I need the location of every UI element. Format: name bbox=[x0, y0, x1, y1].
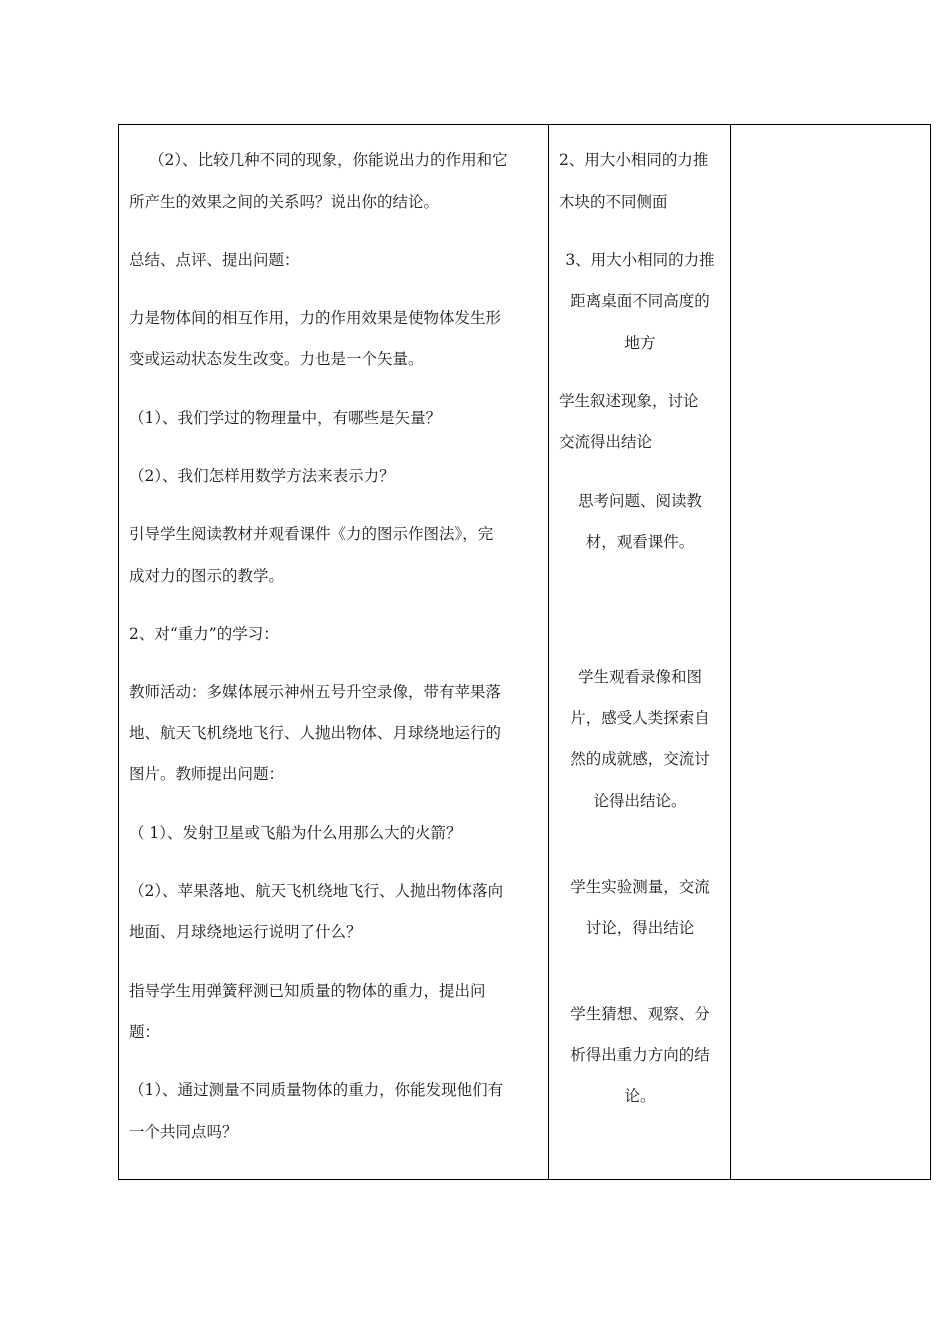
student-line: 学生实验测量，交流 bbox=[570, 878, 710, 896]
teacher-line: 地面、月球绕地运行说明了什么？ bbox=[129, 923, 362, 941]
lesson-table bbox=[118, 124, 931, 1180]
student-line: 材，观看课件。 bbox=[585, 533, 695, 551]
teacher-line: （2）、我们怎样用数学方法来表示力？ bbox=[129, 467, 395, 485]
teacher-line: 题： bbox=[129, 1023, 161, 1041]
student-line: 2、用大小相同的力推 bbox=[559, 151, 709, 169]
student-line: 学生叙述现象，讨论 bbox=[559, 392, 699, 410]
student-line: 然的成就感，交流讨 bbox=[570, 750, 710, 768]
student-line: 思考问题、阅读教 bbox=[577, 492, 702, 510]
teacher-line: （1）、我们学过的物理量中，有哪些是矢量？ bbox=[129, 409, 442, 427]
teacher-line: 地、航天飞机绕地飞行、人抛出物体、月球绕地运行的 bbox=[129, 724, 502, 742]
student-line: 地方 bbox=[624, 334, 656, 352]
student-line: 论得出结论。 bbox=[593, 792, 687, 810]
teacher-line: 图片。教师提出问题： bbox=[129, 765, 285, 783]
student-line: 3、用大小相同的力推 bbox=[565, 251, 715, 269]
teacher-line: 引导学生阅读教材并观看课件《力的图示作图法》，完 bbox=[129, 525, 494, 543]
teacher-line: （2）、苹果落地、航天飞机绕地飞行、人抛出物体落向 bbox=[129, 882, 504, 900]
teacher-line: （1）、通过测量不同质量物体的重力，你能发现他们有 bbox=[129, 1081, 504, 1099]
teacher-line: 变或运动状态发生改变。力也是一个矢量。 bbox=[129, 350, 424, 368]
teacher-line: （2）、比较几种不同的现象，你能说出力的作用和它 bbox=[149, 151, 508, 169]
student-line: 论。 bbox=[624, 1087, 656, 1105]
student-line: 学生观看录像和图 bbox=[577, 668, 702, 686]
teacher-line: 教师活动：多媒体展示神州五号升空录像，带有苹果落 bbox=[129, 683, 502, 701]
student-line: 析得出重力方向的结 bbox=[570, 1046, 710, 1064]
teacher-line: 一个共同点吗？ bbox=[129, 1123, 238, 1141]
teacher-activity-column bbox=[119, 125, 549, 1179]
notes-column bbox=[731, 125, 930, 1179]
teacher-line: 2、对“重力”的学习： bbox=[129, 625, 279, 643]
student-line: 片，感受人类探索自 bbox=[570, 709, 710, 727]
teacher-line: 所产生的效果之间的关系吗？说出你的结论。 bbox=[129, 193, 440, 211]
student-activity-column bbox=[549, 125, 731, 1179]
teacher-line: 力是物体间的相互作用，力的作用效果是使物体发生形 bbox=[129, 309, 502, 327]
student-line: 距离桌面不同高度的 bbox=[570, 292, 710, 310]
teacher-line: （ 1）、发射卫星或飞船为什么用那么大的火箭？ bbox=[129, 824, 462, 842]
student-line: 木块的不同侧面 bbox=[559, 193, 668, 211]
teacher-line: 成对力的图示的教学。 bbox=[129, 567, 285, 585]
teacher-line: 指导学生用弹簧秤测已知质量的物体的重力，提出问 bbox=[129, 982, 486, 1000]
teacher-line: 总结、点评、提出问题： bbox=[129, 251, 300, 269]
student-line: 交流得出结论 bbox=[559, 433, 653, 451]
student-line: 学生猜想、观察、分 bbox=[570, 1005, 710, 1023]
student-line: 讨论，得出结论 bbox=[585, 919, 695, 937]
